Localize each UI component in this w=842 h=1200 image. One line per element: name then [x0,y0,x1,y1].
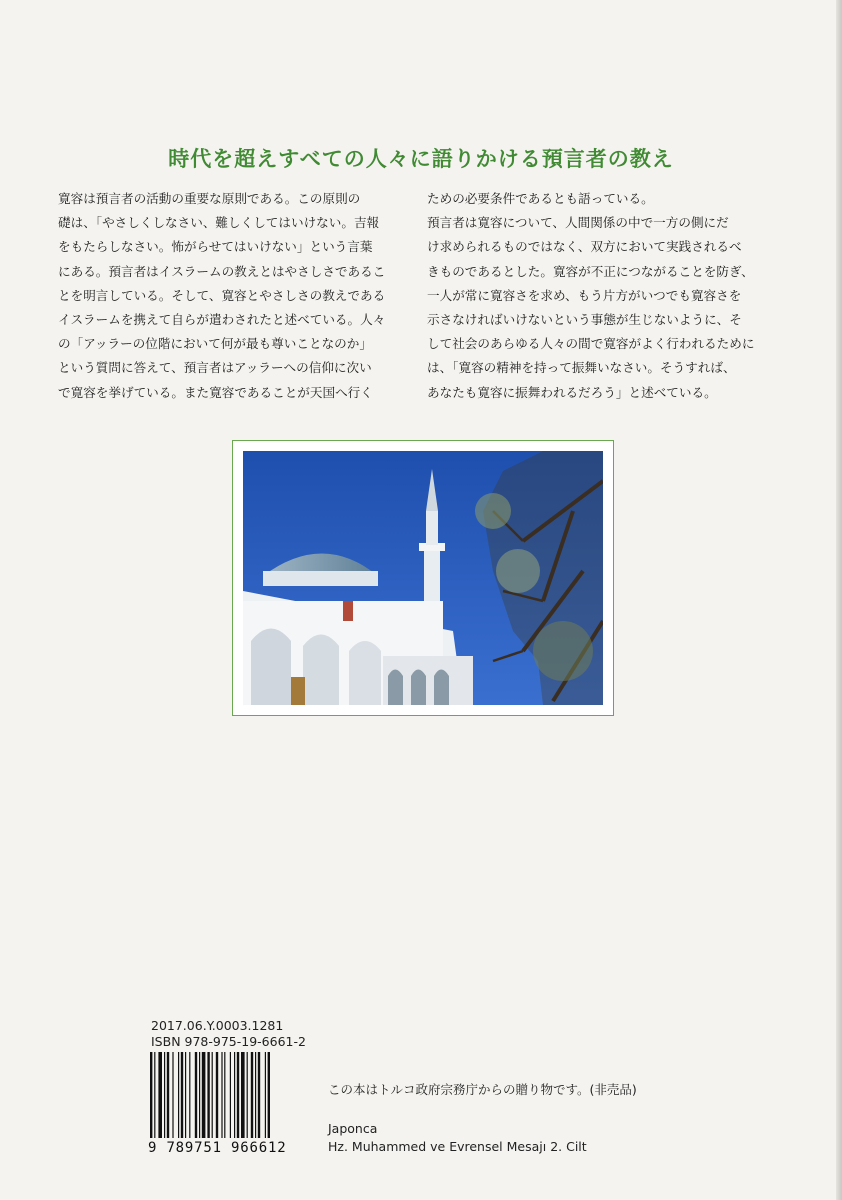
barcode-bar [258,1052,260,1138]
barcode-bar [255,1052,256,1138]
barcode-bar [221,1052,222,1138]
barcode-bar [178,1052,179,1138]
barcode-bar [202,1052,206,1138]
barcode-bar [247,1052,248,1138]
barcode-bar [154,1052,155,1138]
text-line: をもたらしなさい。怖がらせてはいけない」という言葉 [58,239,373,255]
barcode-bar [150,1052,152,1138]
text-line: 示さなければいけないという事態が生じないように、そ [427,311,742,327]
barcode-bar [251,1052,253,1138]
barcode-bar [158,1052,162,1138]
text-line: 一人が常に寛容さを求め、もう片方がいつでも寛容さを [427,287,742,303]
barcode-bar [164,1052,165,1138]
text-line: あなたも寛容に振舞われるだろう」と述べている。 [427,384,717,400]
text-line: は、「寛容の精神を持って振舞いなさい。そうすれば、 [427,360,736,376]
text-line: して社会のあらゆる人々の間で寛容がよく行われるために [427,336,755,352]
barcode-bar [234,1052,235,1138]
barcode-bar [199,1052,200,1138]
barcode-bar [212,1052,213,1138]
photo-frame [232,440,614,716]
barcode-bar [230,1052,231,1138]
barcode-bar [181,1052,183,1138]
barcode-bar [241,1052,245,1138]
barcode-bar [195,1052,197,1138]
publication-code: 2017.06.Y.0003.1281 [151,1018,284,1033]
barcode-bar [189,1052,190,1138]
not-for-sale-notice: この本はトルコ政府宗務庁からの贈り物です。(非売品) [328,1082,637,1097]
language-label: Japonca [328,1121,378,1136]
text-line: け求められるものではなく、双方において実践されるべ [427,239,742,255]
body-text-right-column [427,187,782,405]
barcode-bar [268,1052,270,1138]
barcode-bar [265,1052,266,1138]
text-line: ための必要条件であるとも語っている。 [427,191,654,206]
barcode-bar [172,1052,173,1138]
text-line: とを明言している。そして、寛容とやさしさの教えである [58,287,386,303]
barcode-bar [216,1052,218,1138]
text-line: にある。預言者はイスラームの教えとはやさしさであるこ [58,263,386,279]
text-line: きものであるとした。寛容が不正につながることを防ぎ、 [427,263,754,279]
text-line: 預言者は寛容について、人間関係の中で一方の側にだ [427,215,729,231]
edition-info [328,1120,587,1156]
barcode-bar [167,1052,169,1138]
text-line: イスラームを携えて自らが遣わされたと述べている。人々 [58,311,386,327]
series-title: Hz. Muhammed ve Evrensel Mesajı 2. Cilt [328,1139,587,1154]
page-edge [836,0,842,1200]
barcode-bar [207,1052,209,1138]
page-title: 時代を超えすべての人々に語りかける預言者の教え [168,146,674,171]
isbn-text: ISBN 978-975-19-6661-2 [151,1034,306,1049]
text-line: という質問に答えて、預言者はアッラーへの信仰に次い [58,360,372,376]
barcode-digits: 9 789751 966612 [148,1140,287,1156]
text-line: で寛容を挙げている。また寛容であることが天国へ行く [58,384,373,400]
text-line: 寛容は預言者の活動の重要な原則である。この原則の [58,191,361,206]
mosque-photo [243,451,603,705]
barcode-bar [237,1052,239,1138]
body-text-left-column [58,187,413,405]
publication-codes [151,1018,306,1050]
text-line: 礎は、「やさしくしなさい、難しくしてはいけない。吉報 [58,215,380,231]
text-line: の「アッラーの位階において何が最も尊いことなのか」 [58,336,372,352]
barcode-bar [185,1052,186,1138]
barcode-bar [224,1052,225,1138]
